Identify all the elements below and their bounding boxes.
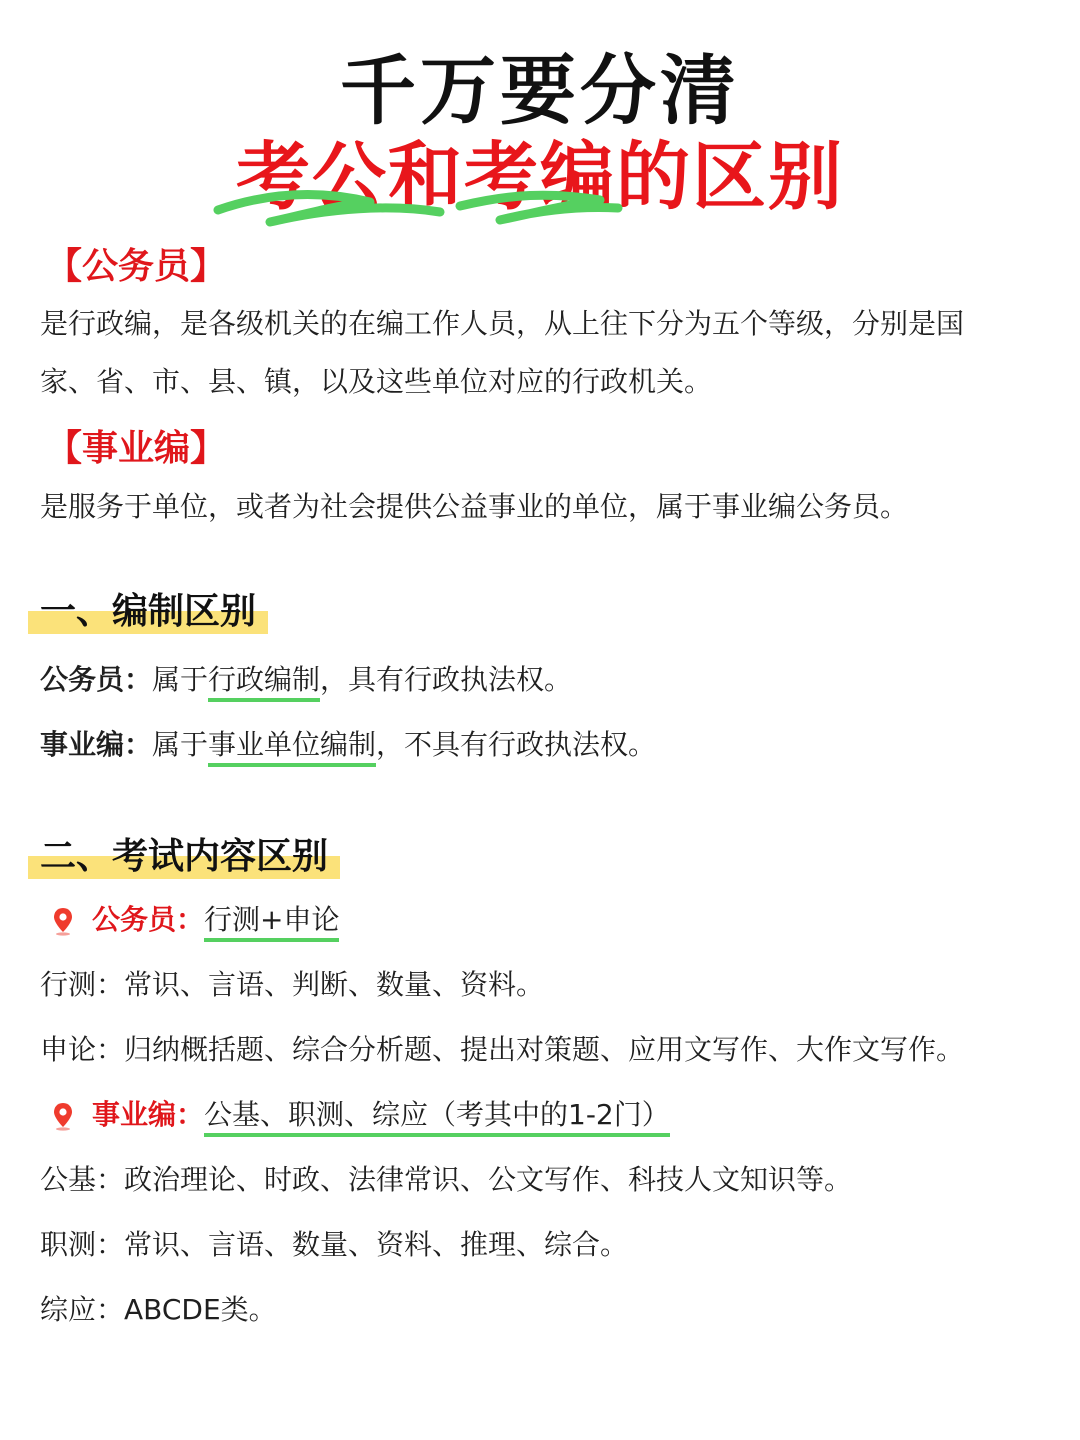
page-subtitle: 考公和考编的区别	[236, 134, 844, 220]
row-suffix: ，不具有行政执法权。	[376, 728, 657, 761]
row-label: 事业编：	[40, 728, 153, 761]
exam-subjects: 公基、职测、综应（考其中的1-2门）	[204, 1098, 670, 1137]
section-heading-staffing: 一、编制区别	[28, 583, 268, 634]
exam-subjects: 行测+申论	[204, 903, 339, 942]
exam-label: 事业编：	[92, 1098, 205, 1131]
exam-institution-line2: 职测：常识、言语、数量、资料、推理、综合。	[40, 1228, 629, 1261]
row-suffix: ，具有行政执法权。	[320, 663, 573, 696]
exam-civil-servant-line2: 申论：归纳概括题、综合分析题、提出对策题、应用文写作、大作文写作。	[40, 1033, 965, 1066]
civil-servant-text-line2: 家、省、市、县、镇，以及这些单位对应的行政机关。	[40, 365, 713, 398]
institution-text: 是服务于单位，或者为社会提供公益事业的单位，属于事业编公务员。	[40, 490, 909, 523]
staffing-row-civil-servant	[40, 658, 572, 698]
exam-civil-servant-title	[50, 898, 339, 938]
row-prefix: 属于	[152, 728, 209, 761]
row-highlight: 行政编制	[208, 663, 320, 702]
exam-institution-line1: 公基：政治理论、时政、法律常识、公文写作、科技人文知识等。	[40, 1163, 853, 1196]
exam-label: 公务员：	[92, 903, 205, 936]
page-title: 千万要分清	[340, 46, 740, 135]
civil-servant-heading: 【公务员】	[46, 246, 227, 287]
staffing-row-institution	[40, 723, 656, 763]
location-pin-icon	[50, 906, 76, 936]
location-pin-icon	[50, 1101, 76, 1131]
section-heading-exam-content: 二、考试内容区别	[28, 828, 340, 879]
row-label: 公务员：	[40, 663, 153, 696]
scribble-decoration-icon	[210, 182, 630, 232]
institution-heading: 【事业编】	[46, 428, 227, 469]
civil-servant-text-line1: 是行政编，是各级机关的在编工作人员，从上往下分为五个等级，分别是国	[40, 307, 965, 340]
row-highlight: 事业单位编制	[208, 728, 376, 767]
row-prefix: 属于	[152, 663, 209, 696]
exam-institution-title	[50, 1093, 670, 1133]
exam-institution-line3: 综应：ABCDE类。	[40, 1293, 277, 1326]
exam-civil-servant-line1: 行测：常识、言语、判断、数量、资料。	[40, 968, 545, 1001]
